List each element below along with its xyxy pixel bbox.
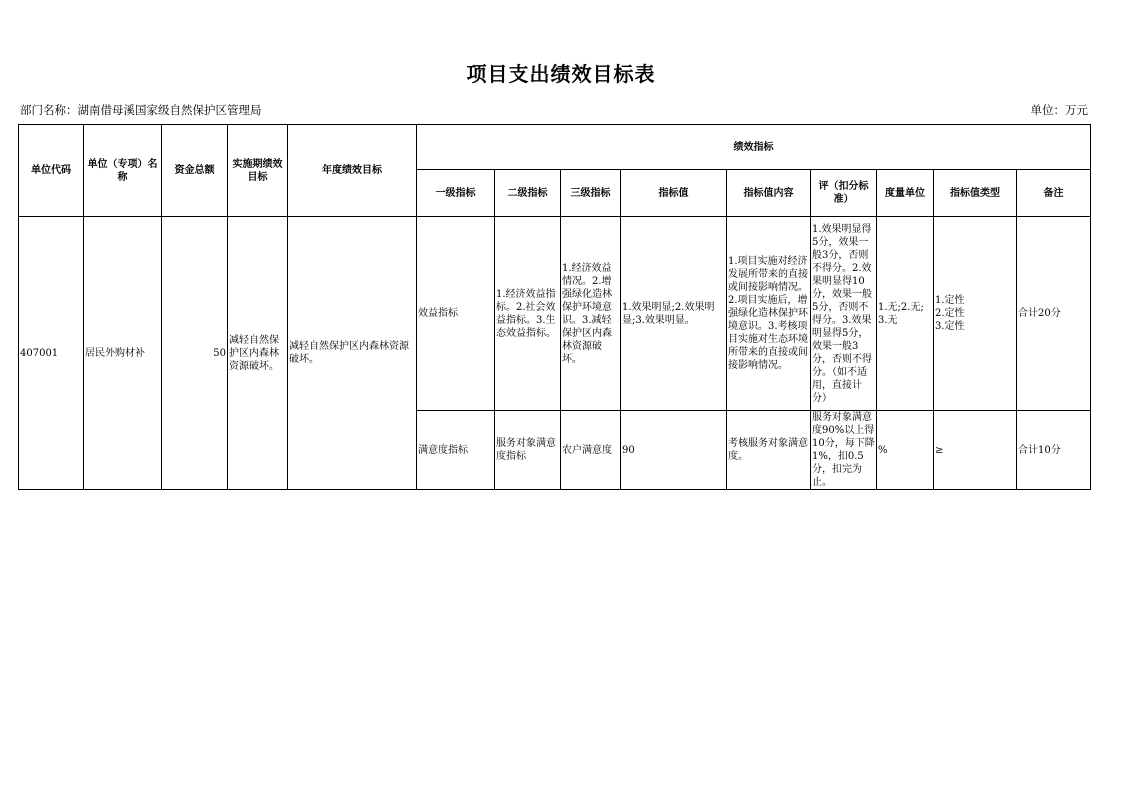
performance-table — [18, 124, 1091, 490]
table-row — [19, 217, 1091, 411]
cell-scoring: 1.效果明显得5分，效果一般3分，否则不得分。2.效果明显得10分，效果一般5分，否则不得分。3.效果明显得5分，效果一般3分，否则不得分。（如不适用，直接计分） — [811, 217, 877, 411]
cell-level3: 1.经济效益情况。2.增强绿化造林保护环境意识。3.减轻保护区内森林资源破坏。 — [561, 217, 621, 411]
cell-measure-unit: % — [877, 411, 934, 490]
cell-value-type: 1.定性 2.定性 3.定性 — [934, 217, 1017, 411]
cell-total-funds: 50 — [162, 217, 228, 490]
cell-measure-unit: 1.无;2.无;3.无 — [877, 217, 934, 411]
header-level2: 二级指标 — [495, 170, 561, 217]
cell-remark: 合计20分 — [1017, 217, 1091, 411]
header-indicators: 绩效指标 — [417, 125, 1091, 170]
header-total-funds: 资金总额 — [162, 125, 228, 217]
header-level1: 一级指标 — [417, 170, 495, 217]
header-period-goal: 实施期绩效目标 — [228, 125, 288, 217]
cell-annual-goal: 减轻自然保护区内森林资源破坏。 — [288, 217, 417, 490]
header-remark: 备注 — [1017, 170, 1091, 217]
header-unit-code: 单位代码 — [19, 125, 84, 217]
header-scoring: 评（扣分标准） — [811, 170, 877, 217]
header-measure-unit: 度量单位 — [877, 170, 934, 217]
cell-value: 1.效果明显;2.效果明显;3.效果明显。 — [621, 217, 727, 411]
cell-scoring: 服务对象满意度90%以上得10分，每下降1%，扣0.5分，扣完为止。 — [812, 412, 875, 488]
unit-label: 单位：万元 — [1030, 103, 1088, 117]
header-annual-goal: 年度绩效目标 — [288, 125, 417, 217]
cell-unit-code: 407001 — [19, 217, 84, 490]
header-level3: 三级指标 — [561, 170, 621, 217]
cell-level2: 服务对象满意度指标 — [495, 411, 561, 490]
cell-period-goal: 减轻自然保护区内森林资源破坏。 — [228, 217, 288, 490]
header-unit-name: 单位（专项）名称 — [84, 125, 162, 217]
header-value-type: 指标值类型 — [934, 170, 1017, 217]
cell-content: 考核服务对象满意度。 — [727, 411, 811, 490]
cell-unit-name: 居民外购材补 — [84, 217, 162, 490]
cell-content: 1.项目实施对经济发展所带来的直接或间接影响情况。2.项目实施后，增强绿化造林保护环境意识。3.考核项目实施对生态环境所带来的直接或间接影响情况。 — [727, 217, 811, 411]
cell-value-type: ≥ — [934, 411, 1017, 490]
page-title: 项目支出绩效目标表 — [466, 62, 656, 86]
header-value: 指标值 — [621, 170, 727, 217]
cell-level1: 效益指标 — [417, 217, 495, 411]
department-label: 部门名称：湖南借母溪国家级自然保护区管理局 — [20, 103, 262, 117]
cell-value: 90 — [621, 411, 727, 490]
header-content: 指标值内容 — [727, 170, 811, 217]
cell-level1: 满意度指标 — [417, 411, 495, 490]
cell-level3: 农户满意度 — [561, 411, 621, 490]
cell-remark: 合计10分 — [1017, 411, 1091, 490]
cell-level2: 1.经济效益指标。2.社会效益指标。3.生态效益指标。 — [495, 217, 561, 411]
